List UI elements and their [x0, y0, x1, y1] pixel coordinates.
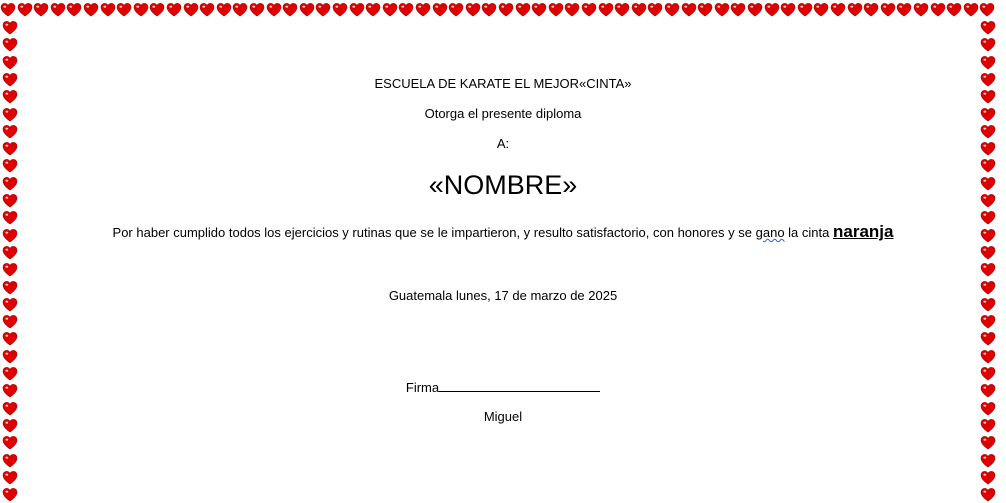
- heart-icon: [598, 2, 614, 18]
- signature-blank: [439, 378, 600, 392]
- signature-label: Firma: [405, 380, 440, 395]
- heart-icon: [714, 2, 730, 18]
- heart-icon: [398, 2, 414, 18]
- heart-icon: [481, 2, 497, 18]
- achievement-text-start: Por haber cumplido todos los ejercicios y rutinas que se le impartieron, y resulto satisfactorio, con honores y se: [112, 225, 756, 240]
- heart-icon: [830, 2, 846, 18]
- heart-icon: [697, 2, 713, 18]
- heart-icon: [963, 2, 979, 18]
- heart-icon: [332, 2, 348, 18]
- heart-icon: [199, 2, 215, 18]
- place-date: Guatemala lunes, 17 de marzo de 2025: [388, 288, 618, 303]
- heart-icon: [581, 2, 597, 18]
- heart-icon: [631, 2, 647, 18]
- heart-icon: [946, 2, 962, 18]
- heart-icon: [216, 2, 232, 18]
- heart-icon: [2, 37, 18, 53]
- heart-icon: [681, 2, 697, 18]
- heart-icon: [980, 20, 996, 36]
- heart-icon: [980, 262, 996, 278]
- heart-icon: [2, 349, 18, 365]
- heart-icon: [980, 453, 996, 469]
- heart-border-right: [976, 20, 998, 503]
- heart-icon: [896, 2, 912, 18]
- heart-icon: [282, 2, 298, 18]
- heart-icon: [0, 2, 16, 18]
- heart-border-left: [0, 20, 22, 503]
- signature-line: [0, 378, 1006, 396]
- heart-icon: [33, 2, 49, 18]
- signer-name: Miguel: [483, 409, 523, 424]
- heart-icon: [249, 2, 265, 18]
- heart-icon: [183, 2, 199, 18]
- heart-icon: [515, 2, 531, 18]
- heart-icon: [2, 55, 18, 71]
- heart-icon: [83, 2, 99, 18]
- heart-icon: [730, 2, 746, 18]
- heart-icon: [382, 2, 398, 18]
- heart-icon: [980, 487, 996, 503]
- heart-icon: [266, 2, 282, 18]
- heart-icon: [365, 2, 381, 18]
- recipient-prefix: A:: [496, 136, 510, 151]
- heart-icon: [564, 2, 580, 18]
- heart-icon: [548, 2, 564, 18]
- heart-icon: [847, 2, 863, 18]
- heart-icon: [50, 2, 66, 18]
- heart-icon: [17, 2, 33, 18]
- heart-icon: [980, 331, 996, 347]
- heart-icon: [498, 2, 514, 18]
- heart-icon: [863, 2, 879, 18]
- heart-icon: [614, 2, 630, 18]
- heart-icon: [465, 2, 481, 18]
- heart-icon: [2, 487, 18, 503]
- spellcheck-word: gano: [755, 225, 785, 240]
- heart-icon: [813, 2, 829, 18]
- heart-icon: [764, 2, 780, 18]
- heart-icon: [880, 2, 896, 18]
- heart-icon: [299, 2, 315, 18]
- heart-icon: [149, 2, 165, 18]
- heart-icon: [2, 435, 18, 451]
- achievement-text-end: la cinta: [784, 225, 830, 240]
- heart-icon: [980, 349, 996, 365]
- heart-icon: [133, 2, 149, 18]
- heart-icon: [2, 245, 18, 261]
- school-name-line: [0, 76, 1006, 92]
- heart-icon: [116, 2, 132, 18]
- cinta-merge-field: «CINTA»: [578, 76, 632, 91]
- heart-icon: [2, 331, 18, 347]
- heart-icon: [930, 2, 946, 18]
- heart-border-top: [0, 0, 1006, 22]
- heart-icon: [979, 2, 995, 18]
- heart-icon: [349, 2, 365, 18]
- heart-icon: [166, 2, 182, 18]
- heart-icon: [531, 2, 547, 18]
- diploma-grant-text: Otorga el presente diploma: [424, 106, 582, 121]
- heart-icon: [232, 2, 248, 18]
- heart-icon: [980, 55, 996, 71]
- heart-icon: [2, 314, 18, 330]
- heart-icon: [913, 2, 929, 18]
- heart-icon: [2, 20, 18, 36]
- heart-icon: [2, 262, 18, 278]
- heart-icon: [415, 2, 431, 18]
- heart-icon: [980, 37, 996, 53]
- heart-icon: [2, 453, 18, 469]
- heart-icon: [647, 2, 663, 18]
- heart-icon: [980, 245, 996, 261]
- heart-icon: [797, 2, 813, 18]
- heart-icon: [664, 2, 680, 18]
- achievement-text: [0, 224, 1006, 241]
- heart-icon: [980, 470, 996, 486]
- heart-icon: [432, 2, 448, 18]
- heart-icon: [66, 2, 82, 18]
- belt-color: naranja: [832, 222, 894, 241]
- recipient-name-field: «NOMBRE»: [428, 170, 578, 200]
- heart-icon: [780, 2, 796, 18]
- heart-icon: [980, 435, 996, 451]
- heart-icon: [315, 2, 331, 18]
- heart-icon: [2, 470, 18, 486]
- heart-icon: [448, 2, 464, 18]
- heart-icon: [980, 314, 996, 330]
- heart-icon: [747, 2, 763, 18]
- heart-icon: [100, 2, 116, 18]
- school-name: ESCUELA DE KARATE EL MEJOR: [374, 76, 579, 91]
